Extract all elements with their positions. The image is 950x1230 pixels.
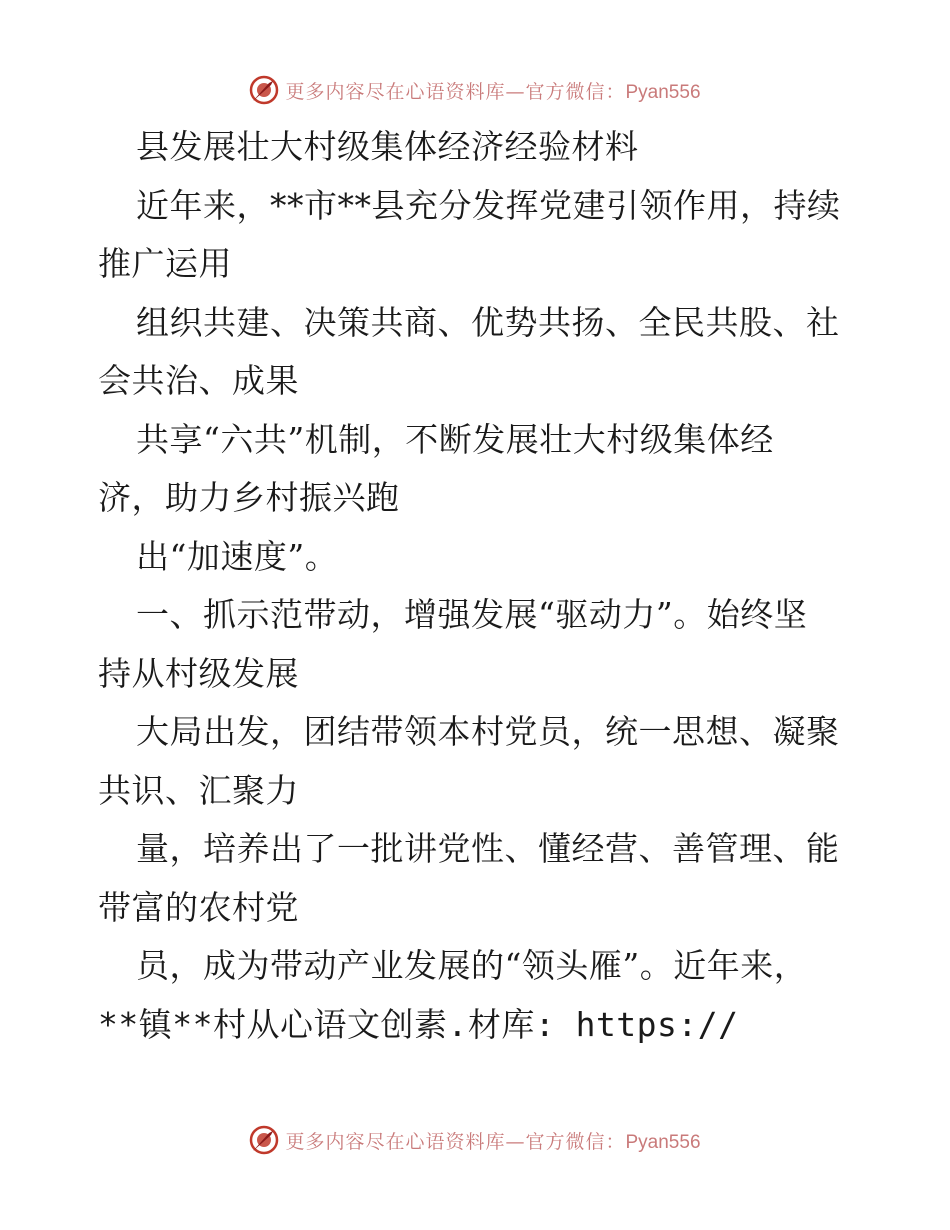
paragraph-line: 近年来，**市**县充分发挥党建引领作用，持续: [136, 185, 841, 225]
paragraph-line: 员，成为带动产业发展的“领头雁”。近年来，: [136, 946, 808, 985]
feather-logo-icon: [249, 75, 279, 105]
footer-watermark: [0, 1120, 950, 1160]
paragraph-line: 一、抓示范带动，增强发展“驱动力”。始终坚: [136, 595, 808, 634]
paragraph-line: 持从村级发展: [98, 653, 299, 693]
watermark-text: 更多内容尽在心语资料库—官方微信：Pyan556: [285, 80, 701, 103]
document-title: 县发展壮大村级集体经济经验材料: [136, 127, 639, 166]
feather-logo-icon: [249, 1125, 279, 1155]
paragraph-line: 组织共建、决策共商、优势共扬、全民共股、社: [136, 302, 840, 342]
paragraph-line: 会共治、成果: [98, 361, 299, 400]
paragraph-line: 共识、汇聚力: [98, 770, 299, 810]
paragraph-line: 大局出发，团结带领本村党员，统一思想、凝聚: [136, 712, 840, 751]
header-watermark: [0, 70, 950, 110]
watermark-text: 更多内容尽在心语资料库—官方微信：Pyan556: [285, 1130, 701, 1153]
paragraph-line: 共享“六共”机制，不断发展壮大村级集体经: [136, 419, 774, 459]
paragraph-line: 出“加速度”。: [136, 536, 339, 576]
paragraph-line: 带富的农村党: [98, 887, 299, 927]
paragraph-line: **镇**村从心语文创素.材库: https://: [98, 1004, 739, 1044]
paragraph-line: 推广运用: [98, 244, 232, 283]
document-body: [98, 118, 858, 1054]
paragraph-line: 济，助力乡村振兴跑: [98, 478, 400, 517]
paragraph-line: 量，培养出了一批讲党性、懂经营、善管理、能: [136, 829, 840, 868]
